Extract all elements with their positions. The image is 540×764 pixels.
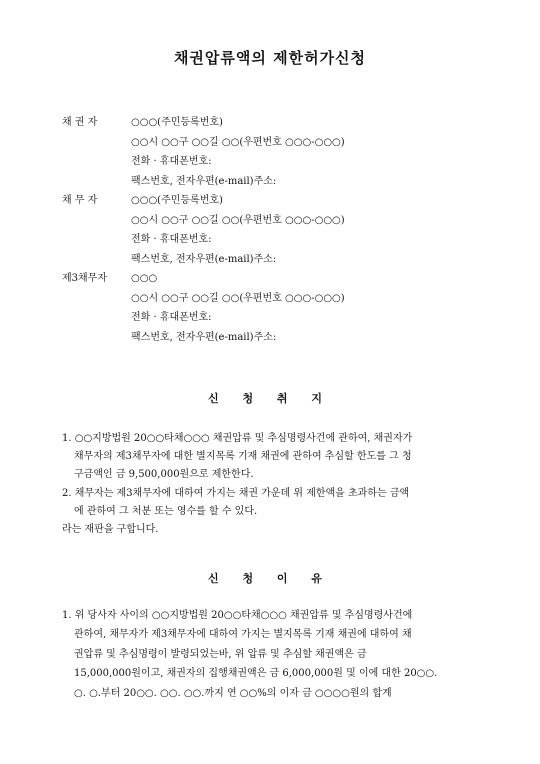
paragraph-line: ○. ○.부터 20○○. ○○. ○○.까지 연 ○○%의 이자 금 ○○○○원의 합계 [74,688,392,699]
party-line: ○○○(주민등록번호) [131,195,223,206]
party-line: 팩스번호, 전자우편(e-mail)주소: [131,332,277,343]
paragraph-line: 15,000,000원이고, 채권자의 집행채권액은 금 6,000,000원 및 이에 대한 20○○. [74,668,438,679]
reason-heading: 신 청 이 유 [208,572,332,585]
party-line: ○○시 ○○구 ○○길 ○○(우편번호 ○○○-○○○) [131,215,345,226]
purpose-heading: 신 청 취 지 [208,392,332,405]
party-line: 전화 · 휴대폰번호: [131,312,212,323]
document-title: 채권압류액의 제한허가신청 [173,49,367,67]
party-line: ○○○(주민등록번호) [131,117,223,128]
party-role: 제3채무자 [62,273,108,284]
party-role: 채 권 자 [62,117,98,128]
paragraph-line: 1. 위 당사자 사이의 ○○지방법원 20○○타채○○○ 채권압류 및 추심명령사건에 [62,610,413,621]
paragraph-line: 라는 재판을 구합니다. [62,524,159,535]
paragraph-line: 에 관하여 그 처분 또는 영수를 할 수 있다. [74,506,258,517]
paragraph-line: 1. ○○지방법원 20○○타채○○○ 채권압류 및 추심명령사건에 관하여, 채권자가 [62,433,413,444]
party-line: ○○시 ○○구 ○○길 ○○(우편번호 ○○○-○○○) [131,293,345,304]
paragraph-line: 구금액인 금 9,500,000원으로 제한한다. [74,469,254,480]
party-line: ○○시 ○○구 ○○길 ○○(우편번호 ○○○-○○○) [131,137,345,148]
paragraph-line: 채무자의 제3채무자에 대한 별지목록 기재 채권에 관하여 추심할 한도를 그 청 [74,451,412,462]
party-role: 채 무 자 [62,195,98,206]
paragraph-line: 2. 채무자는 제3채무자에 대하여 가지는 채권 가운데 위 제한액을 초과하는 금액 [62,488,410,499]
party-line: 팩스번호, 전자우편(e-mail)주소: [131,176,277,187]
party-line: 전화 · 휴대폰번호: [131,234,212,245]
paragraph-line: 관하여, 채무자가 제3채무자에 대하여 가지는 별지목록 기재 채권에 대하여 채 [74,629,412,640]
paragraph-line: 권압류 및 추심명령이 발령되었는바, 위 압류 및 추심할 채권액은 금 [74,649,367,660]
party-line: ○○○ [131,273,158,284]
party-line: 전화 · 휴대폰번호: [131,156,212,167]
party-line: 팩스번호, 전자우편(e-mail)주소: [131,254,277,265]
